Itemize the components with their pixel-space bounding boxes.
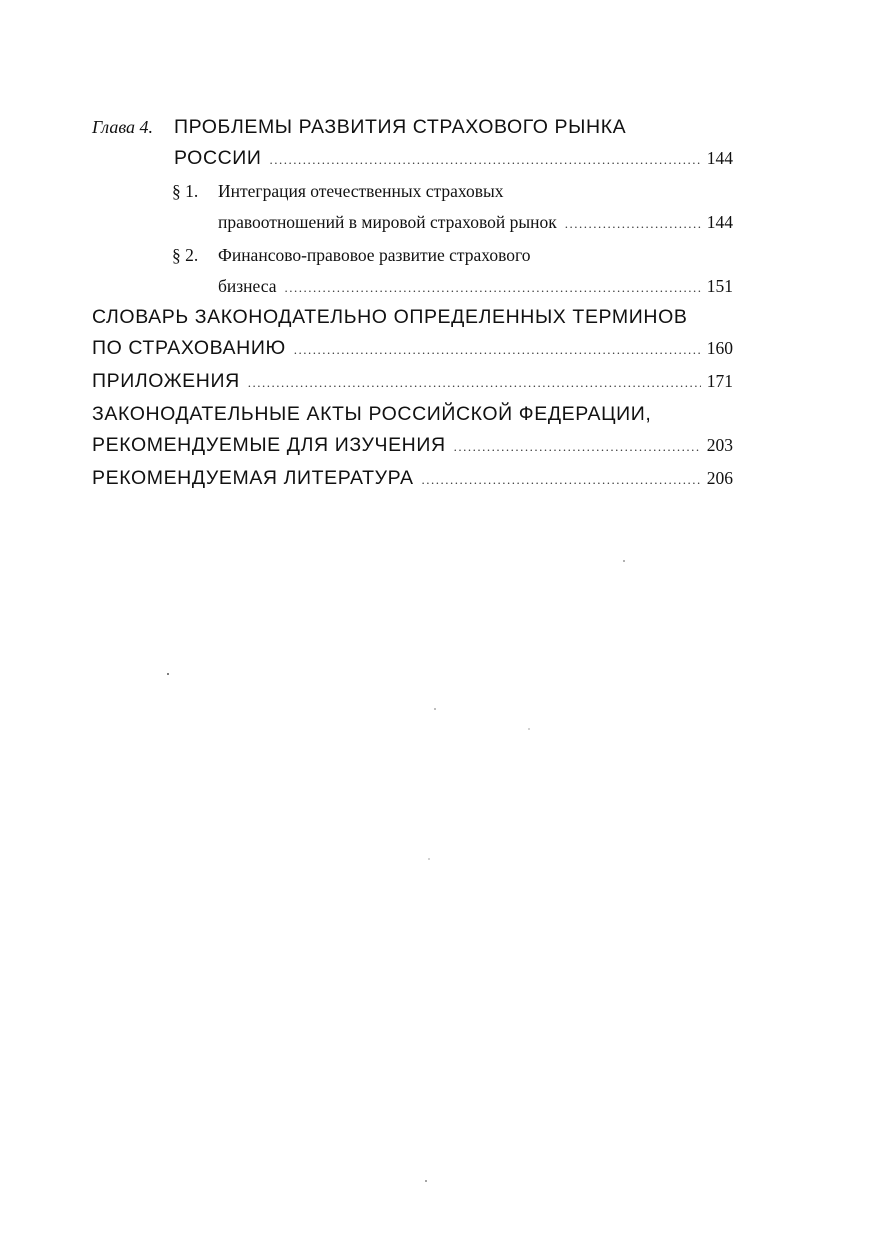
scan-speck <box>434 708 436 710</box>
acts-title: ЗАКОНОДАТЕЛЬНЫЕ АКТЫ РОССИЙСКОЙ ФЕДЕРАЦИИ, <box>92 403 652 425</box>
toc-entry-chapter4-line1 <box>92 112 733 143</box>
page-number: 206 <box>706 468 733 488</box>
toc-entry-section1-line1 <box>92 176 733 207</box>
toc-entry-section2-line1 <box>92 240 733 271</box>
glossary-title-cont: ПО СТРАХОВАНИЮ <box>92 337 286 359</box>
dot-leader <box>565 208 701 239</box>
section-label: § 2. <box>172 245 199 265</box>
scan-speck <box>528 728 530 730</box>
section-title: Финансово-правовое развитие страхового <box>218 245 531 265</box>
dot-leader <box>270 144 701 175</box>
page-number: 144 <box>706 148 733 168</box>
toc-entry-section1-line2[interactable] <box>92 207 733 238</box>
page-number: 203 <box>706 435 733 455</box>
section-label: § 1. <box>172 181 199 201</box>
scan-speck <box>428 858 430 860</box>
toc-entry-glossary-line2[interactable] <box>92 333 733 364</box>
page-number: 151 <box>706 276 733 296</box>
literature-title: РЕКОМЕНДУЕМАЯ ЛИТЕРАТУРА <box>92 467 414 489</box>
chapter-label: Глава 4. <box>92 117 154 137</box>
acts-title-cont: РЕКОМЕНДУЕМЫЕ ДЛЯ ИЗУЧЕНИЯ <box>92 434 446 456</box>
dot-leader <box>422 464 701 495</box>
dot-leader <box>454 431 701 462</box>
glossary-title: СЛОВАРЬ ЗАКОНОДАТЕЛЬНО ОПРЕДЕЛЕННЫХ ТЕРМИНОВ <box>92 306 688 328</box>
toc-entry-acts-line1 <box>92 399 733 430</box>
section-title-cont: бизнеса <box>218 276 277 296</box>
page-number: 160 <box>706 338 733 358</box>
toc-entry-section2-line2[interactable] <box>92 271 733 302</box>
scan-speck <box>623 560 625 562</box>
scan-speck <box>167 673 169 675</box>
toc-entry-acts-line2[interactable] <box>92 430 733 461</box>
chapter-title: ПРОБЛЕМЫ РАЗВИТИЯ СТРАХОВОГО РЫНКА <box>174 116 627 138</box>
toc-entry-glossary-line1 <box>92 302 733 333</box>
toc-entry-literature[interactable] <box>92 463 733 494</box>
chapter-title-cont: РОССИИ <box>174 147 262 169</box>
page-number: 144 <box>706 212 733 232</box>
appendices-title: ПРИЛОЖЕНИЯ <box>92 370 240 392</box>
section-title-cont: правоотношений в мировой страховой рынок <box>218 212 557 232</box>
section-title: Интеграция отечественных страховых <box>218 181 504 201</box>
page-number: 171 <box>706 371 733 391</box>
dot-leader <box>294 334 701 365</box>
toc-entry-chapter4-line2[interactable] <box>92 143 733 174</box>
toc-entry-appendices[interactable] <box>92 366 733 397</box>
table-of-contents <box>92 112 733 494</box>
dot-leader <box>248 367 701 398</box>
dot-leader <box>285 272 701 303</box>
scan-speck <box>425 1180 427 1182</box>
